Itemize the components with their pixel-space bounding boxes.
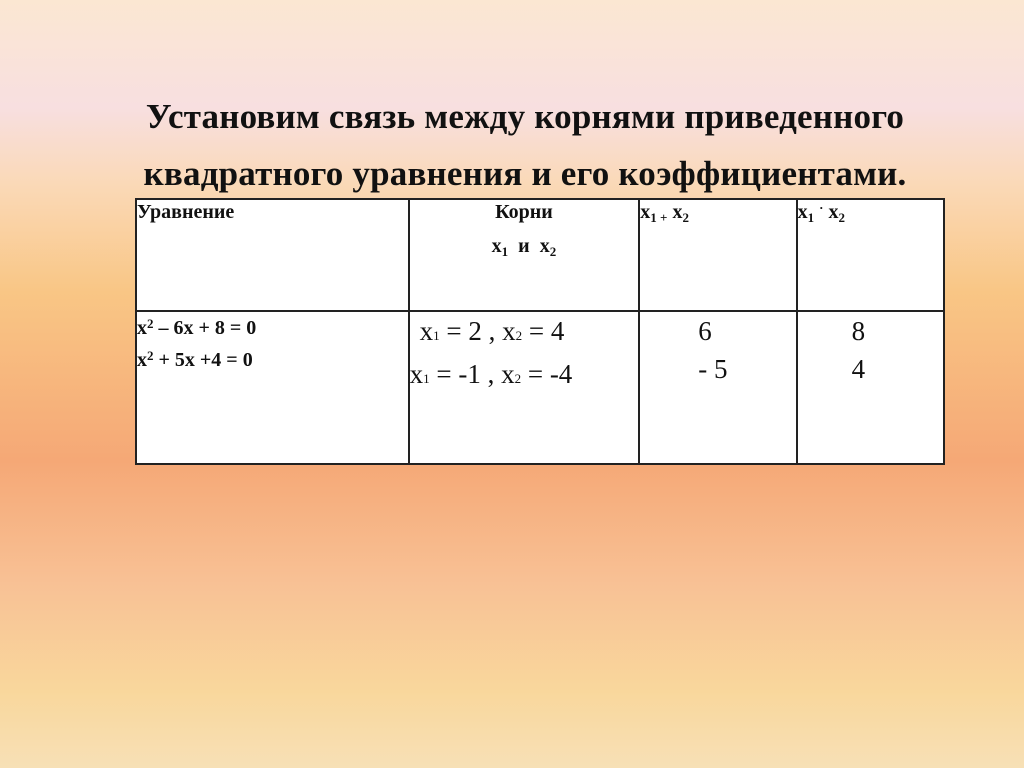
table-row [136, 311, 944, 464]
sum-value-2: - 5 [698, 354, 728, 384]
sum-value-1: 6 [698, 316, 712, 346]
header-roots-label: Корни [495, 201, 553, 223]
equation-2: $x^2 + 5x +4 = 0$ [137, 348, 253, 371]
product-value-2: 4 [851, 354, 866, 384]
header-sum: $x_{1 +}$ $x_2$ [639, 199, 796, 311]
title-line-1: Установим связь между корнями приведенного [145, 97, 905, 136]
product-value-1: 8 [851, 316, 866, 346]
sum-cell [639, 311, 796, 464]
header-equation: Уравнение [136, 199, 409, 311]
roots-coefficients-table [135, 198, 945, 465]
roots-equation-1: x1 = 2 , x2 = 4 [419, 316, 565, 346]
slide-title [60, 88, 990, 202]
header-roots [409, 199, 640, 311]
roots-cell [409, 311, 640, 464]
table-header-row [136, 199, 944, 311]
product-cell [797, 311, 944, 464]
header-product: $x_1$ · $x_2$ [797, 199, 944, 311]
title-line-2: квадратного уравнения и его коэффициентами. [143, 154, 907, 193]
roots-equation-2: x1 = -1 , x2 = -4 [409, 359, 573, 389]
equations-cell [136, 311, 409, 464]
header-roots-vars: $x_1$ и $x_2$ [491, 235, 557, 259]
equation-1: $x^2 - 6x + 8 = 0$ [137, 316, 257, 339]
